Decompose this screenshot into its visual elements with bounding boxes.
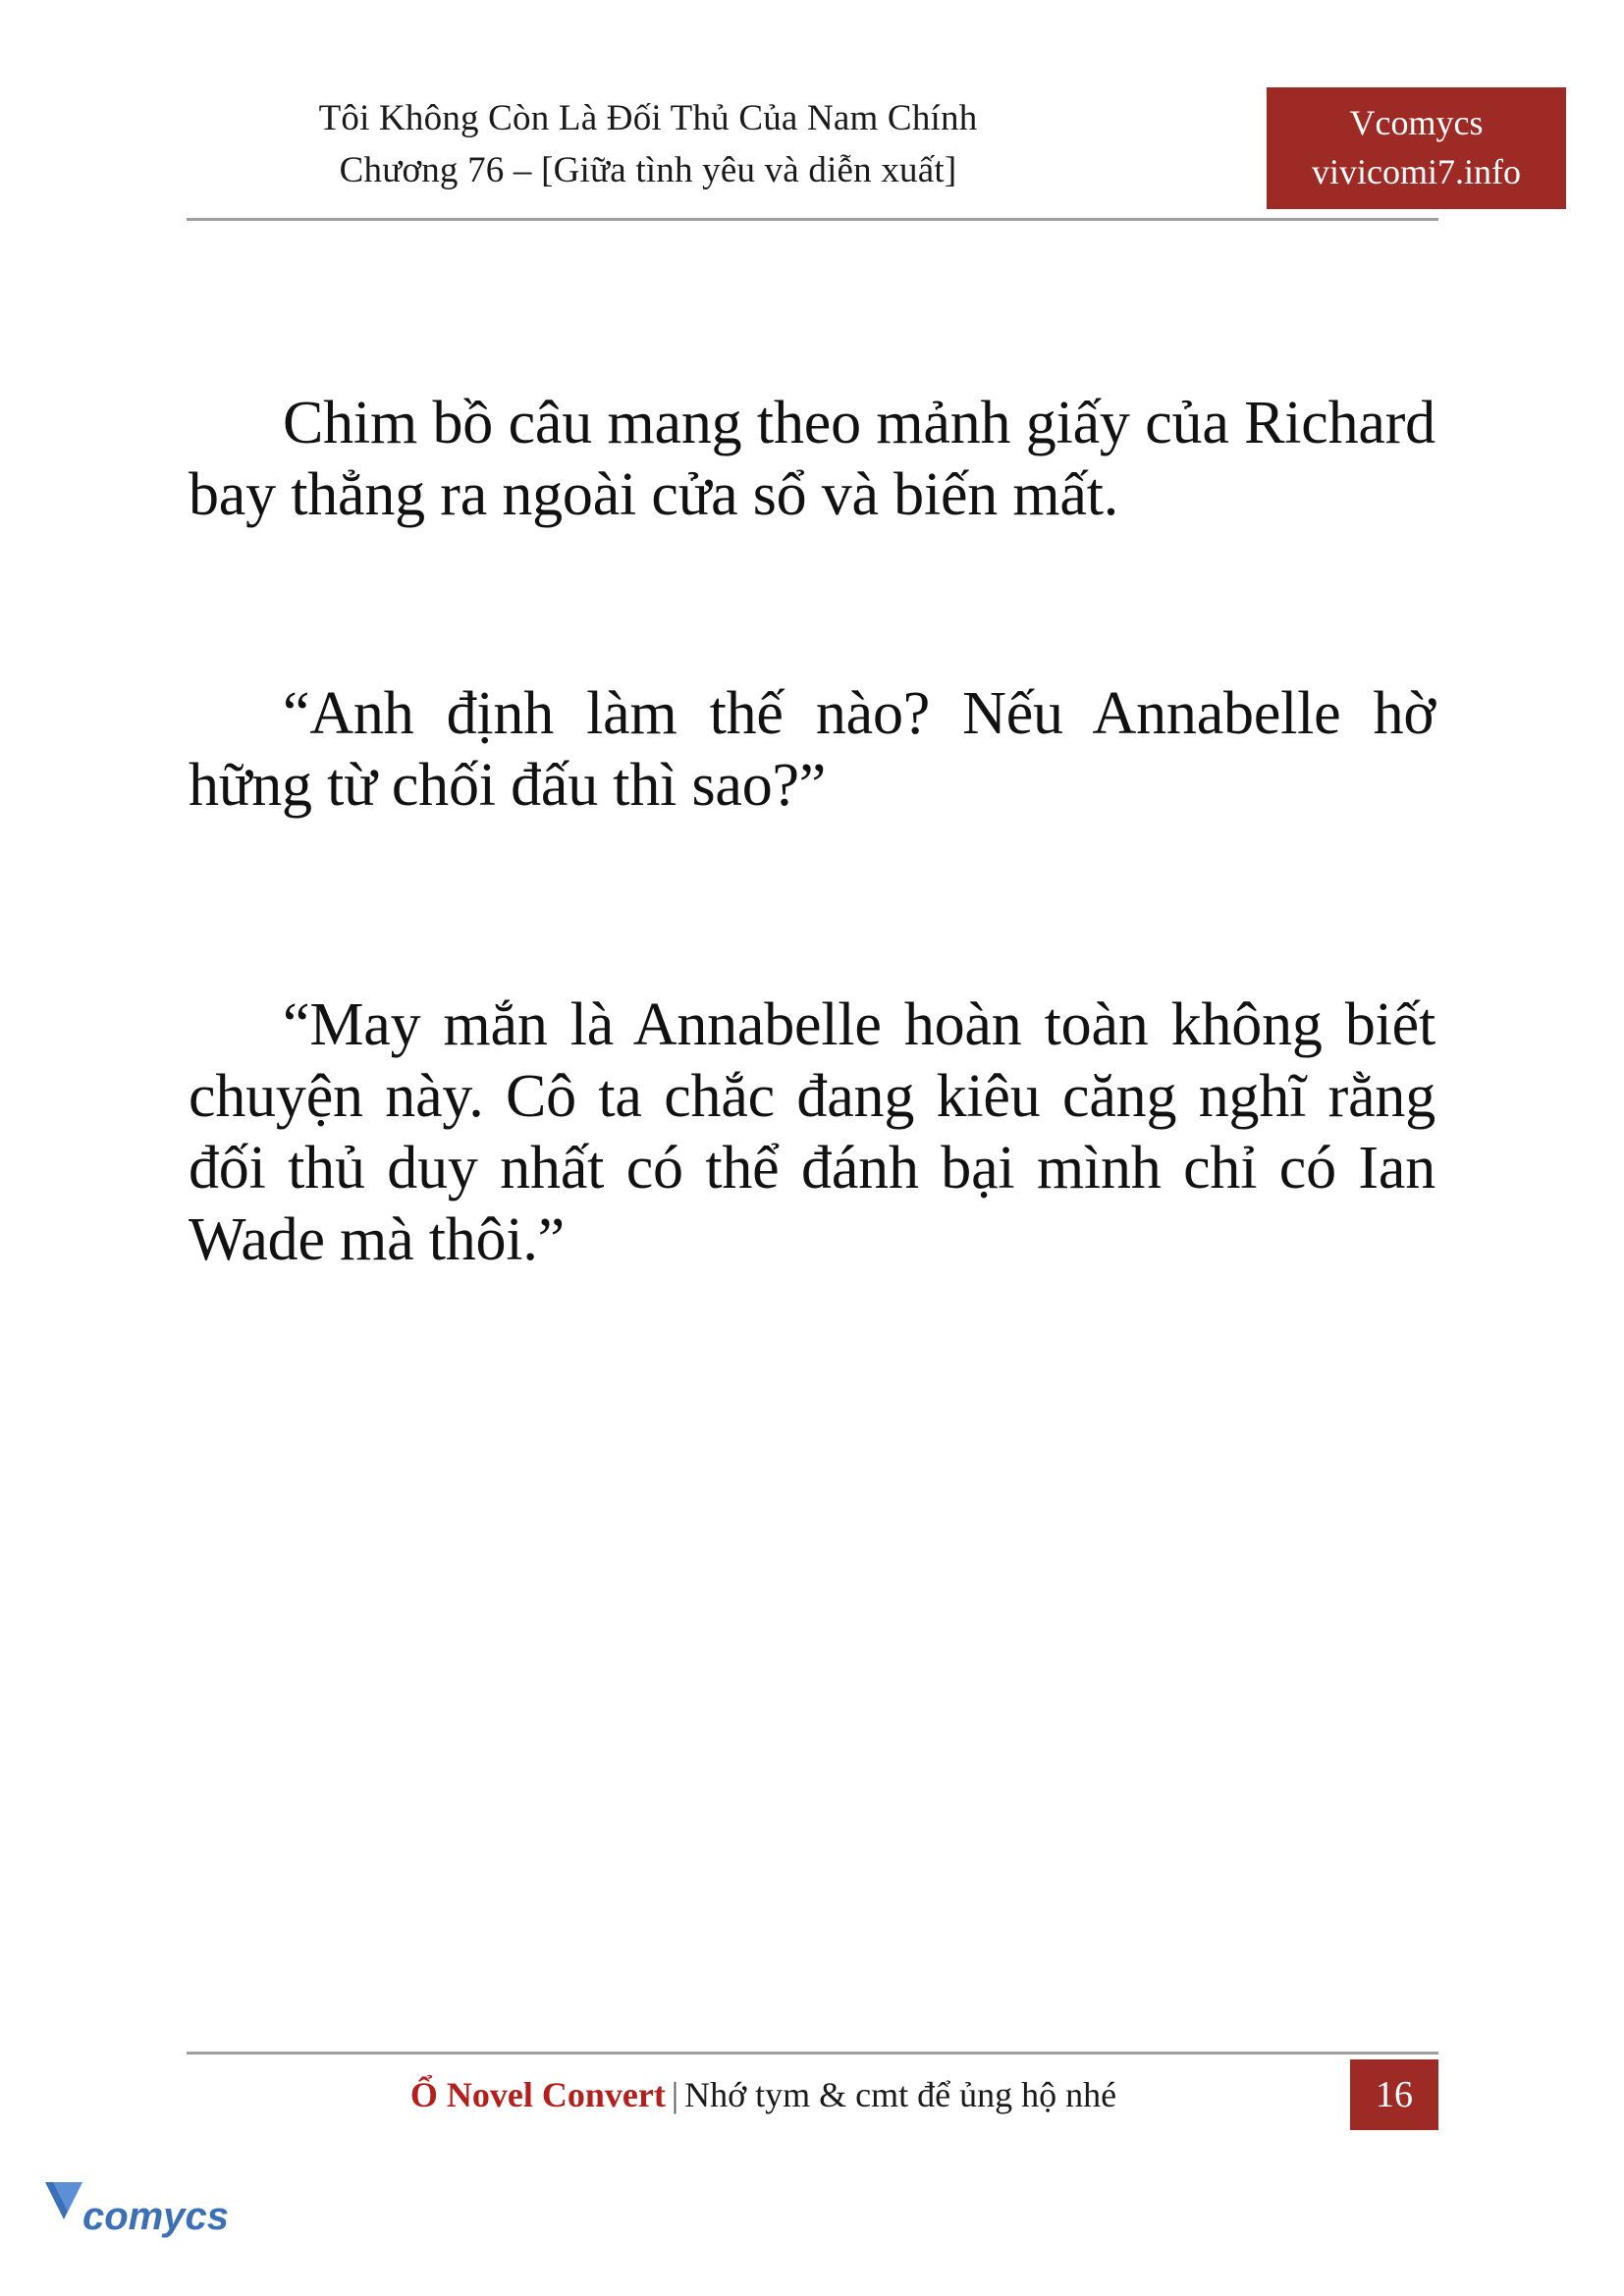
- paragraph: “Anh định làm thế nào? Nếu Annabelle hờ hững từ chối đấu thì sao?”: [189, 680, 1435, 820]
- page-header: [187, 93, 1521, 221]
- site-badge: [1267, 87, 1566, 209]
- svg-text:comycs: comycs: [82, 2195, 229, 2238]
- header-chapter-line: Chương 76 – [Giữa tình yêu và diễn xuất]: [339, 149, 957, 190]
- paragraph: “May mắn là Annabelle hoàn toàn không biết chuyện này. Cô ta chắc đang kiêu căng nghĩ rằng đối thủ duy nhất có thể đánh bại mình chỉ có Ian Wade mà thôi.”: [189, 990, 1435, 1274]
- footer-brand: Ổ Novel Convert: [409, 2075, 666, 2114]
- footer-separator: |: [671, 2075, 679, 2114]
- site-badge-url: vivicomi7.info: [1312, 152, 1521, 191]
- footer-note: Nhớ tym & cmt để ủng hộ nhé: [684, 2075, 1117, 2114]
- vcomycs-watermark-logo: [39, 2174, 265, 2259]
- page-footer: [187, 2059, 1438, 2138]
- header-divider: [187, 218, 1438, 221]
- page-number-badge: 16: [1350, 2059, 1438, 2130]
- page-content: [189, 388, 1435, 1276]
- paragraph: Chim bồ câu mang theo mảnh giấy của Richard bay thẳng ra ngoài cửa sổ và biến mất.: [189, 390, 1435, 529]
- header-title-line-1: Tôi Không Còn Là Đối Thủ Của Nam Chính: [318, 98, 978, 138]
- watermark-icon: [39, 2174, 265, 2259]
- footer-divider: [187, 2052, 1438, 2055]
- site-badge-name: Vcomycs: [1349, 103, 1484, 143]
- footer-credit: [187, 2059, 1340, 2130]
- header-title-block: [187, 93, 1110, 196]
